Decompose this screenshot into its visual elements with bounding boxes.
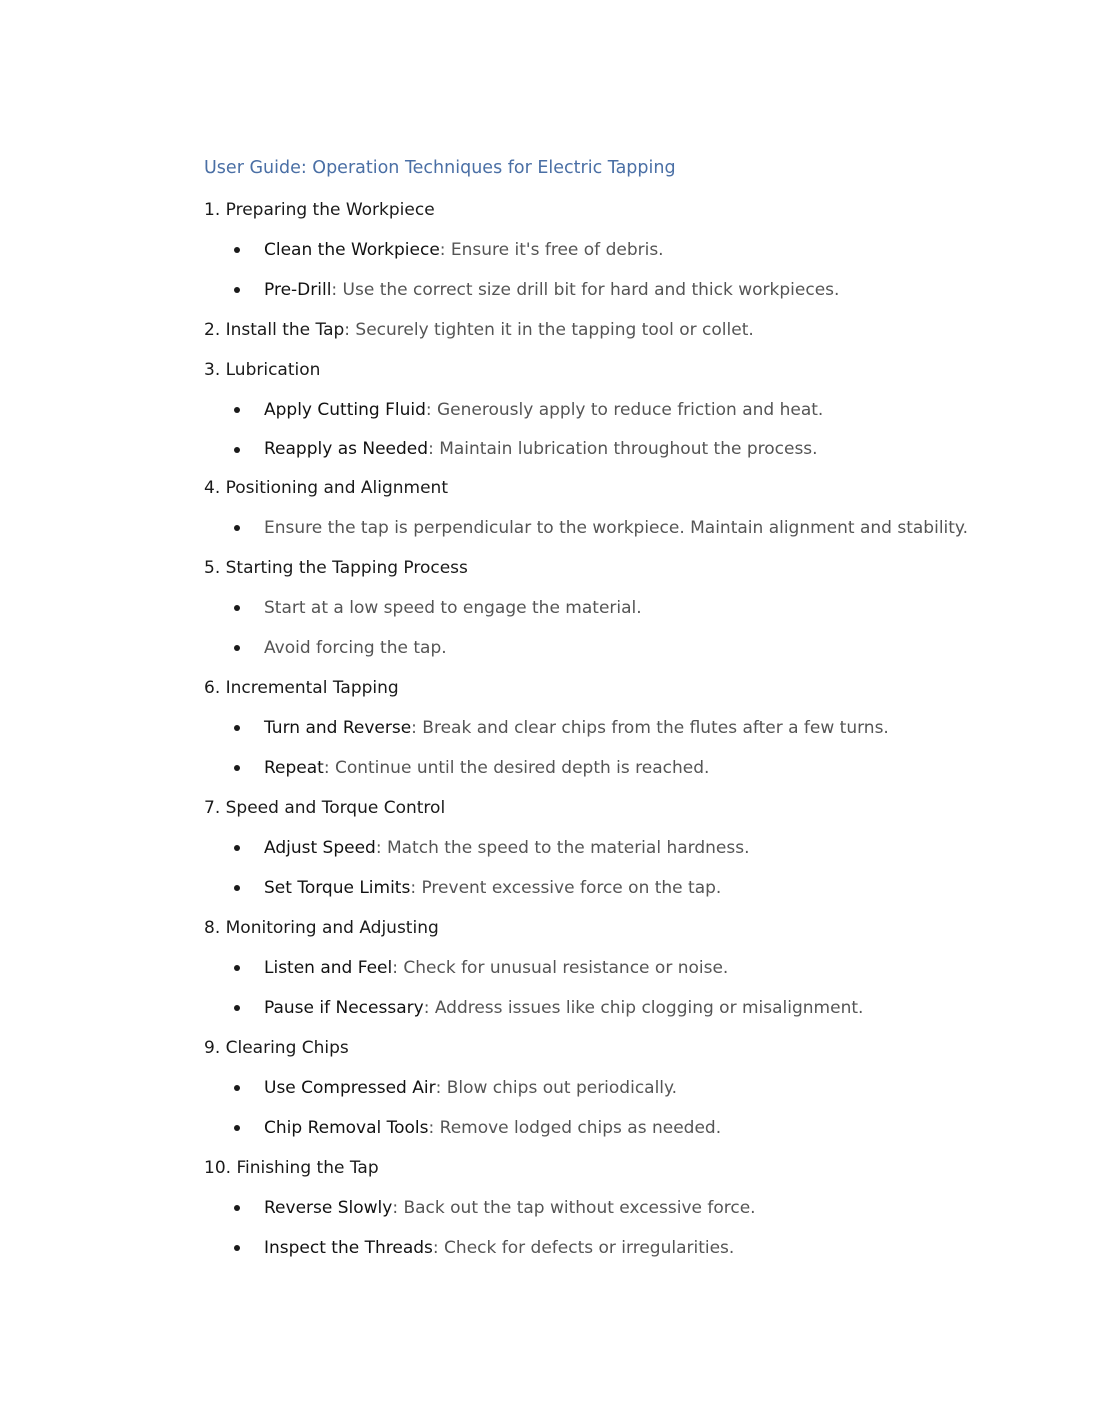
item-term: Pause if Necessary <box>264 998 424 1018</box>
item-term: Turn and Reverse <box>264 718 412 738</box>
section-heading <box>204 310 1064 350</box>
bullet-icon <box>234 885 240 891</box>
list-item <box>204 1188 1064 1228</box>
item-text: Avoid forcing the tap. <box>264 638 447 658</box>
item-term: Chip Removal Tools <box>264 1118 429 1138</box>
list-item <box>204 430 1064 468</box>
item-text: : Prevent excessive force on the tap. <box>410 878 722 898</box>
list-item <box>204 948 1064 988</box>
list-item <box>204 988 1064 1028</box>
bullet-icon <box>234 407 240 413</box>
list-item <box>204 390 1064 430</box>
item-term: Reverse Slowly <box>264 1198 393 1218</box>
bullet-icon <box>234 525 240 531</box>
bullet-icon <box>234 725 240 731</box>
bullet-icon <box>234 765 240 771</box>
section-heading: 3. Lubrication <box>204 360 321 380</box>
bullet-icon <box>234 845 240 851</box>
item-term: Apply Cutting Fluid <box>264 400 426 420</box>
bullet-icon <box>234 605 240 611</box>
item-term: Inspect the Threads <box>264 1238 433 1258</box>
bullet-icon <box>234 1005 240 1011</box>
item-text: : Generously apply to reduce friction and heat. <box>425 400 824 420</box>
bullet-icon <box>234 247 240 253</box>
list-item <box>204 868 1064 908</box>
item-term: Pre-Drill <box>264 280 332 300</box>
item-term: Use Compressed Air <box>264 1078 436 1098</box>
list-item <box>204 1068 1064 1108</box>
document-page <box>204 150 1064 1268</box>
item-text: Start at a low speed to engage the material. <box>264 598 642 618</box>
item-text: : Address issues like chip clogging or misalignment. <box>423 998 864 1018</box>
section-heading: 5. Starting the Tapping Process <box>204 558 468 578</box>
item-term: Repeat <box>264 758 324 778</box>
list-item <box>204 828 1064 868</box>
section-heading: 8. Monitoring and Adjusting <box>204 918 439 938</box>
section-heading: 10. Finishing the Tap <box>204 1158 379 1178</box>
list-item <box>204 1228 1064 1268</box>
section-heading: 1. Preparing the Workpiece <box>204 200 435 220</box>
list-item <box>204 628 1064 668</box>
item-text: : Check for unusual resistance or noise. <box>392 958 729 978</box>
section-heading: 4. Positioning and Alignment <box>204 478 448 498</box>
list-item <box>204 1108 1064 1148</box>
section-heading: 9. Clearing Chips <box>204 1038 349 1058</box>
item-text: : Maintain lubrication throughout the process. <box>428 439 818 459</box>
list-item <box>204 270 1064 310</box>
bullet-icon <box>234 965 240 971</box>
item-text: : Ensure it's free of debris. <box>439 240 664 260</box>
item-text: : Break and clear chips from the flutes after a few turns. <box>411 718 889 738</box>
item-text: : Check for defects or irregularities. <box>432 1238 735 1258</box>
list-item <box>204 708 1064 748</box>
item-text: Ensure the tap is perpendicular to the workpiece. Maintain alignment and stability. <box>264 518 968 538</box>
bullet-icon <box>234 645 240 651</box>
section-heading: 7. Speed and Torque Control <box>204 798 446 818</box>
page-title: User Guide: Operation Techniques for Electric Tapping <box>204 158 676 178</box>
item-text: : Continue until the desired depth is reached. <box>323 758 710 778</box>
bullet-icon <box>234 1245 240 1251</box>
item-text: : Back out the tap without excessive force. <box>392 1198 756 1218</box>
item-text: : Match the speed to the material hardness. <box>375 838 750 858</box>
item-term: Listen and Feel <box>264 958 393 978</box>
bullet-icon <box>234 1125 240 1131</box>
list-item <box>204 588 1064 628</box>
section-heading: 6. Incremental Tapping <box>204 678 399 698</box>
list-item <box>204 230 1064 270</box>
item-term: Clean the Workpiece <box>264 240 440 260</box>
item-term: Set Torque Limits <box>264 878 411 898</box>
list-item <box>204 748 1064 788</box>
item-text: : Remove lodged chips as needed. <box>428 1118 722 1138</box>
item-term: Reapply as Needed <box>264 439 429 459</box>
bullet-icon <box>234 287 240 293</box>
item-text: : Blow chips out periodically. <box>435 1078 678 1098</box>
bullet-icon <box>234 1205 240 1211</box>
item-term: Adjust Speed <box>264 838 376 858</box>
bullet-icon <box>234 447 240 453</box>
section-heading-text: : Securely tighten it in the tapping tool or collet. <box>344 320 754 340</box>
item-text: : Use the correct size drill bit for hard and thick workpieces. <box>331 280 840 300</box>
bullet-icon <box>234 1085 240 1091</box>
list-item <box>204 508 1064 548</box>
section-heading-term: 2. Install the Tap <box>204 320 345 340</box>
